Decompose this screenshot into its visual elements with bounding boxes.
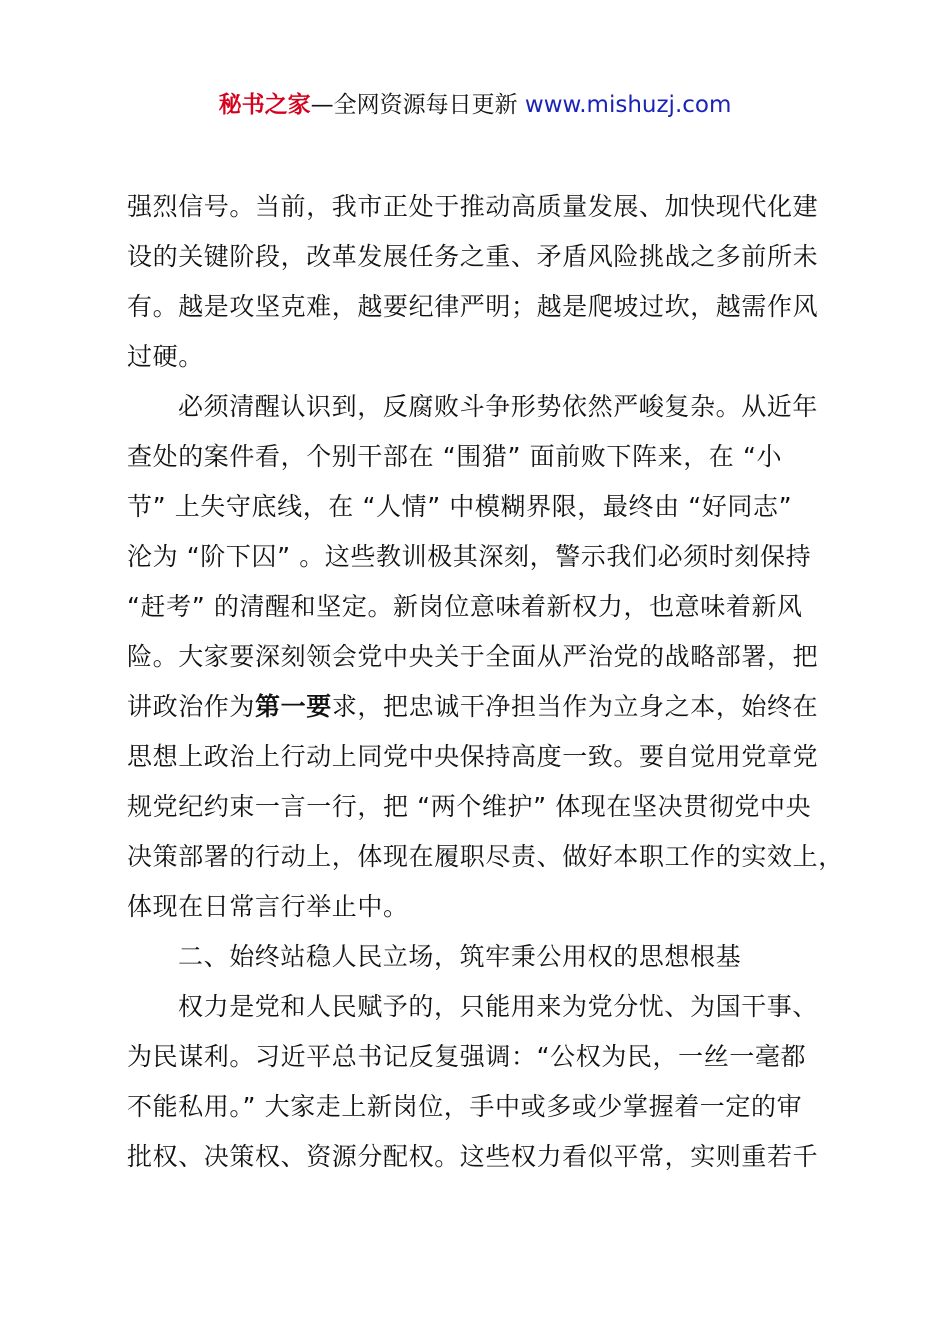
body-line: 过硬。: [127, 342, 204, 371]
paragraph-first-line: 权力是党和人民赋予的，只能用来为党分忧、为国干事、: [178, 992, 819, 1021]
body-line: 险。大家要深刻领会党中央关于全面从严治党的战略部署，把: [127, 642, 819, 671]
body-line: 体现在日常言行举止中。: [127, 892, 409, 921]
site-header: [0, 88, 950, 122]
brand-name: 秘书之家: [218, 92, 311, 118]
body-line-with-emphasis: [127, 682, 847, 732]
header-tagline: —全网资源每日更新: [310, 92, 525, 118]
body-line: 为民谋利。习近平总书记反复强调：“公权为民，一丝一毫都: [127, 1042, 807, 1071]
body-line: 思想上政治上行动上同党中央保持高度一致。要自觉用党章党: [127, 742, 819, 771]
body-line: “赶考” 的清醒和坚定。新岗位意味着新权力，也意味着新风: [127, 592, 803, 621]
body-line: 批权、决策权、资源分配权。这些权力看似平常，实则重若千: [127, 1142, 819, 1171]
body-line: 规党纪约束一言一行，把 “两个维护” 体现在坚决贯彻党中央: [127, 792, 812, 821]
body-line: 设的关键阶段，改革发展任务之重、矛盾风险挑战之多前所未: [127, 242, 819, 271]
body-line: 查处的案件看，个别干部在 “围猎” 面前败下阵来，在 “小: [127, 442, 783, 471]
paragraph-first-line: 必须清醒认识到，反腐败斗争形势依然严峻复杂。从近年: [178, 392, 819, 421]
body-line: 决策部署的行动上，体现在履职尽责、做好本职工作的实效上，: [127, 842, 844, 871]
section-heading: 二、始终站稳人民立场，筑牢秉公用权的思想根基: [178, 942, 742, 971]
line-text-after: 求，把忠诚干净担当作为立身之本，始终在: [331, 692, 819, 721]
body-line: 节” 上失守底线，在 “人情” 中模糊界限，最终由 “好同志”: [127, 492, 793, 521]
site-url-link[interactable]: www.mishuzj.com: [524, 92, 732, 118]
body-line: 有。越是攻坚克难，越要纪律严明；越是爬坡过坎，越需作风: [127, 292, 819, 321]
body-line: 不能私用。” 大家走上新岗位，手中或多或少掌握着一定的审: [127, 1092, 803, 1121]
body-line: 强烈信号。当前，我市正处于推动高质量发展、加快现代化建: [127, 192, 819, 221]
bold-emphasis: 第一要: [255, 692, 332, 721]
document-body: [127, 182, 847, 1182]
line-text-before: 讲政治作为: [127, 692, 256, 721]
body-line: 沦为 “阶下囚” 。这些教训极其深刻，警示我们必须时刻保持: [127, 542, 812, 571]
